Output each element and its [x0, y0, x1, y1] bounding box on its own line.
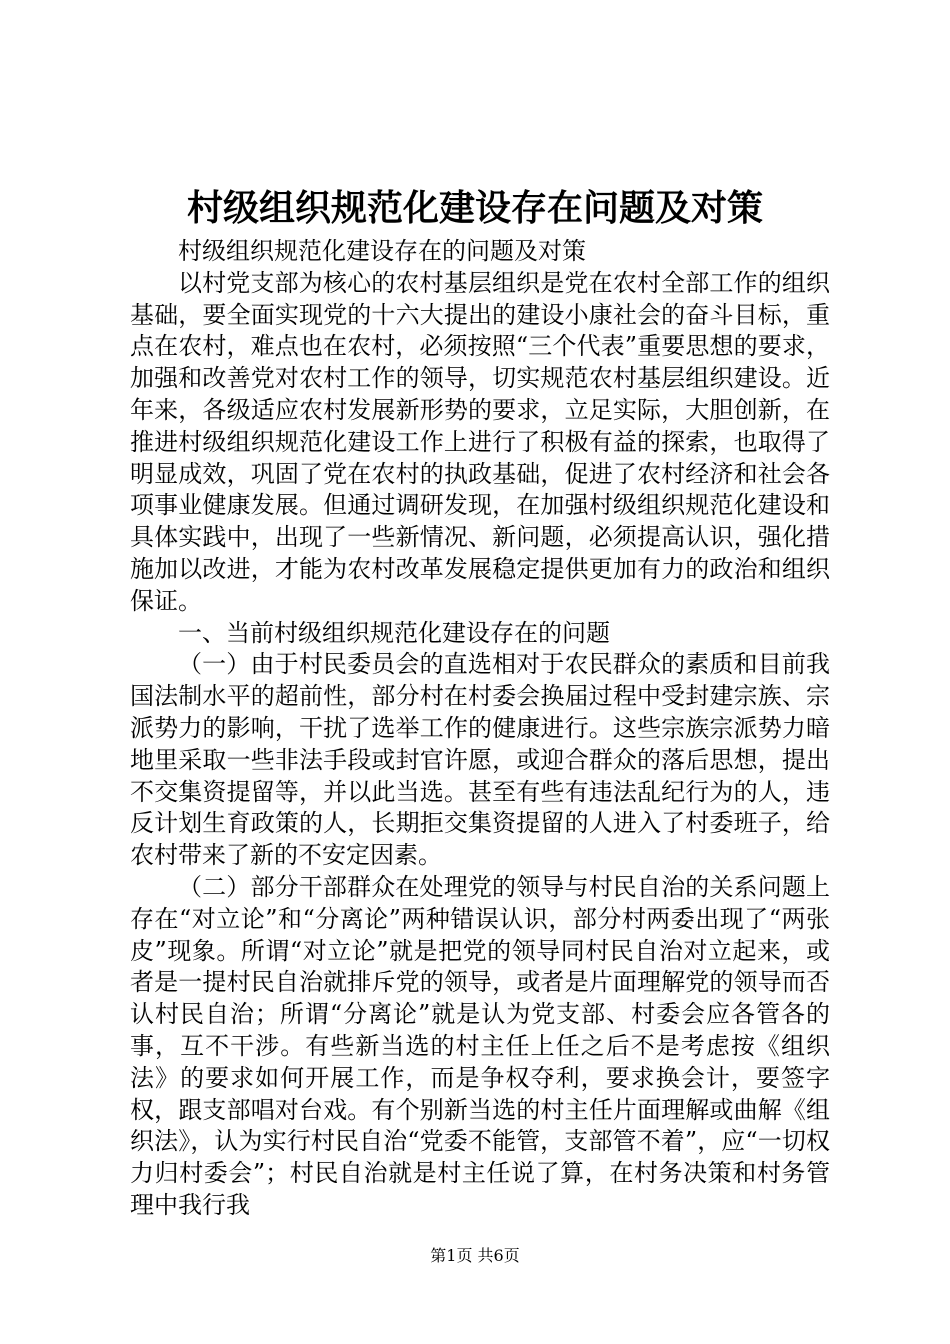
section-heading: 一、当前村级组织规范化建设存在的问题	[178, 618, 610, 647]
body-paragraph-1: （一）由于村民委员会的直选相对于农民群众的素质和目前我国法制水平的超前性，部分村在村委会换届过程中受封建宗族、宗派势力的影响，干扰了选举工作的健康进行。这些宗族宗派势力暗地里采取一些非法手段或封官许愿，或迎合群众的落后思想，提出不交集资提留等，并以此当选。甚至有些有违法乱纪行为的人，违反计划生育政策的人，长期拒交集资提留的人进入了村委班子，给农村带来了新的不安定因素。	[130, 650, 830, 870]
document-title: 村级组织规范化建设存在问题及对策	[186, 187, 763, 229]
document-body	[130, 236, 830, 1222]
subtitle-paragraph: 村级组织规范化建设存在的问题及对策	[178, 237, 586, 265]
body-paragraph-2: （二）部分干部群众在处理党的领导与村民自治的关系问题上存在“对立论”和“分离论”两种错误认识，部分村两委出现了“两张皮”现象。所谓“对立论”就是把党的领导同村民自治对立起来，或者是一提村民自治就排斥党的领导，或者是片面理解党的领导而否认村民自治；所谓“分离论”就是认为党支部、村委会应各管各的事，互不干涉。有些新当选的村主任上任之后不是考虑按《组织法》的要求如何开展工作，而是争权夺利，要求换会计，要签字权，跟支部唱对台戏。有个别新当选的村主任片面理解或曲解《组织法》，认为实行村民自治“党委不能管，支部管不着”，应“一切权力归村委会”；村民自治就是村主任说了算，在村务决策和村务管理中我行我	[130, 872, 830, 1219]
intro-paragraph: 以村党支部为核心的农村基层组织是党在农村全部工作的组织基础，要全面实现党的十六大提出的建设小康社会的奋斗目标，重点在农村，难点也在农村，必须按照“三个代表”重要思想的要求，加强和改善党对农村工作的领导，切实规范农村基层组织建设。近年来，各级适应农村发展新形势的要求，立足实际，大胆创新，在推进村级组织规范化建设工作上进行了积极有益的探索，也取得了明显成效，巩固了党在农村的执政基础，促进了农村经济和社会各项事业健康发展。但通过调研发现，在加强村级组织规范化建设和具体实践中，出现了一些新情况、新问题，必须提高认识，强化措施加以改进，才能为农村改革发展稳定提供更加有力的政治和组织保证。	[130, 268, 830, 615]
page-number-footer: 第1页 共6页	[430, 1246, 520, 1265]
